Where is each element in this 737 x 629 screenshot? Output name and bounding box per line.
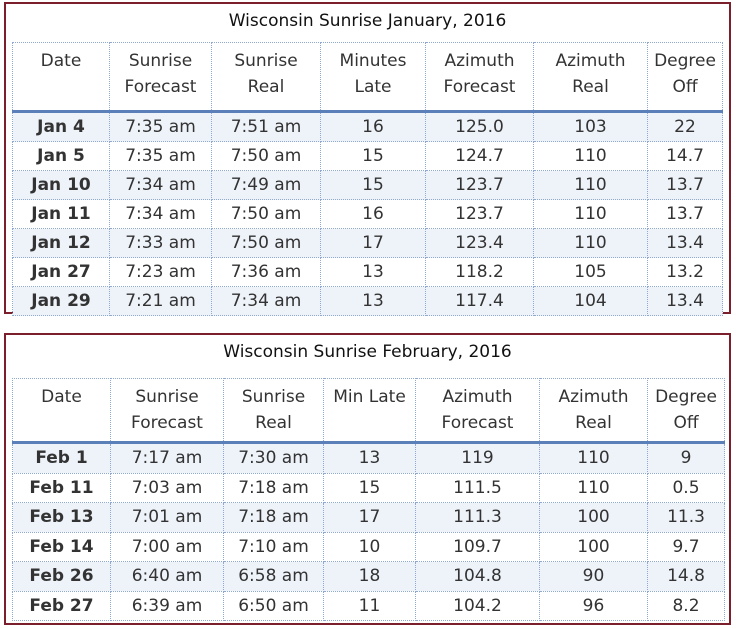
table-row: [13, 142, 723, 171]
table-cell: 100: [540, 503, 648, 533]
table-cell: 7:18 am: [224, 503, 324, 533]
column-header: [416, 379, 540, 443]
table-cell: 7:34 am: [110, 171, 212, 200]
table-cell: 10: [324, 532, 416, 562]
table-cell: 7:03 am: [111, 473, 224, 503]
table-cell: 103: [534, 112, 648, 142]
column-header-line: Azimuth: [444, 51, 515, 71]
table-title: Wisconsin Sunrise February, 2016: [223, 342, 512, 362]
header-row: [13, 379, 725, 443]
table-row: [13, 112, 723, 142]
date-cell: Jan 11: [13, 200, 110, 229]
column-header-line: Real: [247, 77, 285, 97]
table-cell: 105: [534, 258, 648, 287]
table-cell: 17: [321, 229, 426, 258]
table-cell: 109.7: [416, 532, 540, 562]
table-cell: 7:50 am: [212, 229, 321, 258]
table-cell: 7:23 am: [110, 258, 212, 287]
table-row: [13, 200, 723, 229]
table-cell: 14.8: [648, 562, 725, 592]
table-cell: 7:34 am: [110, 200, 212, 229]
table-cell: 123.7: [426, 200, 534, 229]
table-cell: 13: [324, 443, 416, 474]
table-cell: 8.2: [648, 591, 725, 621]
table-cell: 7:35 am: [110, 112, 212, 142]
date-cell: Jan 27: [13, 258, 110, 287]
table-cell: 17: [324, 503, 416, 533]
column-header: [648, 43, 723, 112]
column-header-line: Forecast: [131, 413, 203, 433]
table-cell: 7:36 am: [212, 258, 321, 287]
table-cell: 16: [321, 200, 426, 229]
table-cell: 7:01 am: [111, 503, 224, 533]
column-header-line: Sunrise: [128, 51, 193, 71]
table-cell: 0.5: [648, 473, 725, 503]
column-header: [426, 43, 534, 112]
table-cell: 7:33 am: [110, 229, 212, 258]
table-row: [13, 532, 725, 562]
column-header-line: Forecast: [443, 77, 516, 97]
column-header-line: Date: [41, 387, 82, 407]
date-cell: Jan 10: [13, 171, 110, 200]
february-table-panel: [4, 333, 731, 625]
table-cell: 9: [648, 443, 725, 474]
date-cell: Jan 5: [13, 142, 110, 171]
table-cell: 13.7: [648, 171, 723, 200]
table-cell: 7:17 am: [111, 443, 224, 474]
table-cell: 7:51 am: [212, 112, 321, 142]
table-row: [13, 258, 723, 287]
date-cell: Feb 1: [13, 443, 111, 474]
table-cell: 13.4: [648, 287, 723, 316]
table-cell: 11.3: [648, 503, 725, 533]
table-row: [13, 443, 725, 474]
table-cell: 110: [540, 443, 648, 474]
table-cell: 110: [534, 229, 648, 258]
column-header-line: Azimuth: [555, 51, 626, 71]
column-header: [648, 379, 725, 443]
column-header-line: Azimuth: [558, 387, 629, 407]
column-header-line: Forecast: [441, 413, 514, 433]
table-cell: 117.4: [426, 287, 534, 316]
table-row: [13, 171, 723, 200]
table-cell: 110: [534, 142, 648, 171]
table-cell: 16: [321, 112, 426, 142]
column-header: [13, 379, 111, 443]
date-cell: Feb 26: [13, 562, 111, 592]
column-header: [534, 43, 648, 112]
table-cell: 11: [324, 591, 416, 621]
date-cell: Feb 11: [13, 473, 111, 503]
table-cell: 90: [540, 562, 648, 592]
table-cell: 111.3: [416, 503, 540, 533]
table-cell: 111.5: [416, 473, 540, 503]
table-cell: 7:18 am: [224, 473, 324, 503]
table-cell: 123.4: [426, 229, 534, 258]
table-row: [13, 503, 725, 533]
table-row: [13, 473, 725, 503]
column-header: [13, 43, 110, 112]
column-header: [212, 43, 321, 112]
table-cell: 7:10 am: [224, 532, 324, 562]
table-cell: 7:49 am: [212, 171, 321, 200]
table-cell: 18: [324, 562, 416, 592]
table-cell: 100: [540, 532, 648, 562]
table-cell: 96: [540, 591, 648, 621]
table-cell: 7:30 am: [224, 443, 324, 474]
table-cell: 123.7: [426, 171, 534, 200]
table-cell: 6:50 am: [224, 591, 324, 621]
table-cell: 15: [324, 473, 416, 503]
table-cell: 6:58 am: [224, 562, 324, 592]
date-cell: Jan 4: [13, 112, 110, 142]
column-header-line: Off: [673, 413, 699, 433]
table-cell: 6:40 am: [111, 562, 224, 592]
table-cell: 9.7: [648, 532, 725, 562]
table-row: [13, 287, 723, 316]
sunrise-table: [12, 378, 725, 621]
header-row: [13, 43, 723, 112]
column-header-line: Sunrise: [234, 51, 298, 71]
table-cell: 110: [534, 200, 648, 229]
column-header-line: Sunrise: [241, 387, 306, 407]
table-cell: 104.8: [416, 562, 540, 592]
column-header-line: Sunrise: [135, 387, 199, 407]
column-header-line: Real: [572, 77, 609, 97]
table-cell: 6:39 am: [111, 591, 224, 621]
column-header-line: Date: [40, 51, 82, 71]
table-cell: 7:50 am: [212, 200, 321, 229]
date-cell: Jan 12: [13, 229, 110, 258]
table-row: [13, 229, 723, 258]
column-header-line: Min Late: [333, 387, 406, 407]
column-header-line: Real: [575, 413, 612, 433]
date-cell: Feb 13: [13, 503, 111, 533]
table-cell: 104: [534, 287, 648, 316]
date-cell: Feb 14: [13, 532, 111, 562]
table-cell: 13.2: [648, 258, 723, 287]
column-header: [324, 379, 416, 443]
table-cell: 7:21 am: [110, 287, 212, 316]
column-header-line: Minutes: [339, 51, 407, 71]
column-header-line: Degree: [655, 387, 717, 407]
sunrise-table: [12, 42, 723, 316]
table-cell: 104.2: [416, 591, 540, 621]
table-cell: 22: [648, 112, 723, 142]
column-header: [224, 379, 324, 443]
column-header: [110, 43, 212, 112]
table-body: [13, 443, 725, 621]
column-header: [540, 379, 648, 443]
column-header-line: Real: [255, 413, 292, 433]
january-table-panel: [4, 2, 731, 314]
table-cell: 13: [321, 258, 426, 287]
table-cell: 13: [321, 287, 426, 316]
column-header: [321, 43, 426, 112]
table-title: Wisconsin Sunrise January, 2016: [228, 11, 507, 31]
table-cell: 110: [540, 473, 648, 503]
table-cell: 119: [416, 443, 540, 474]
column-header-line: Azimuth: [442, 387, 513, 407]
table-cell: 7:34 am: [212, 287, 321, 316]
table-row: [13, 591, 725, 621]
table-cell: 13.7: [648, 200, 723, 229]
column-header-line: Late: [354, 77, 392, 97]
table-cell: 124.7: [426, 142, 534, 171]
table-cell: 7:35 am: [110, 142, 212, 171]
column-header-line: Forecast: [124, 77, 197, 97]
table-cell: 14.7: [648, 142, 723, 171]
column-header: [111, 379, 224, 443]
date-cell: Jan 29: [13, 287, 110, 316]
table-cell: 15: [321, 142, 426, 171]
table-cell: 118.2: [426, 258, 534, 287]
column-header-line: Off: [672, 77, 698, 97]
table-cell: 15: [321, 171, 426, 200]
table-body: [13, 112, 723, 316]
table-cell: 110: [534, 171, 648, 200]
table-cell: 125.0: [426, 112, 534, 142]
table-cell: 7:50 am: [212, 142, 321, 171]
table-row: [13, 562, 725, 592]
table-cell: 13.4: [648, 229, 723, 258]
date-cell: Feb 27: [13, 591, 111, 621]
column-header-line: Degree: [654, 51, 716, 71]
table-cell: 7:00 am: [111, 532, 224, 562]
